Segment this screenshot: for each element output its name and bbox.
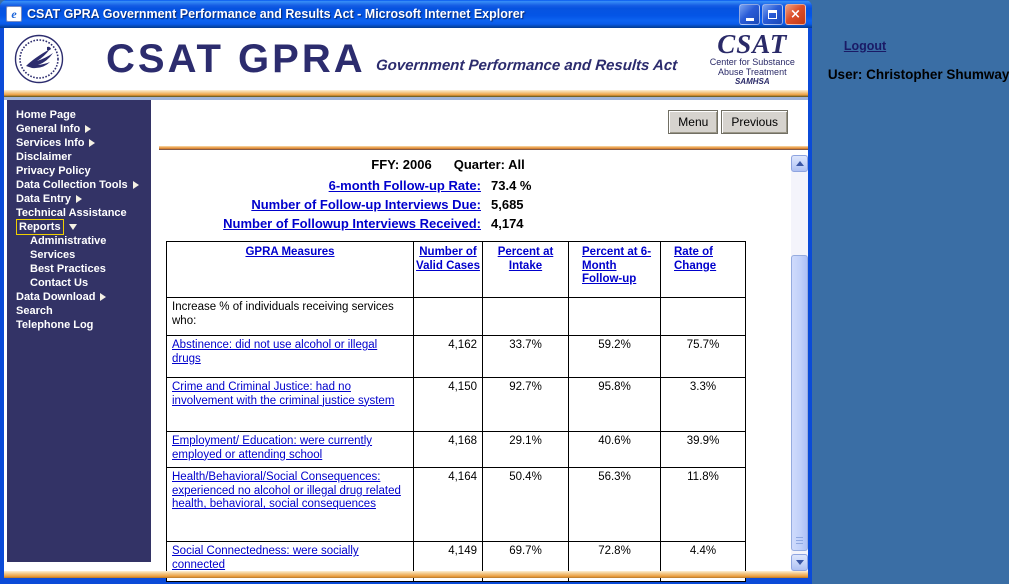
measure-link[interactable]: Crime and Criminal Justice: had no involvement with the criminal justice system (172, 381, 395, 407)
sidebar-item-telephone-log[interactable] (7, 318, 151, 332)
sidebar-item-home-page[interactable] (7, 108, 151, 122)
sidebar-item-label: Services Info (16, 137, 85, 149)
header-gold-divider (4, 90, 808, 97)
minimize-button[interactable] (739, 4, 760, 25)
window-controls (739, 4, 806, 25)
sidebar-item-label: Telephone Log (16, 319, 94, 331)
sidebar-item-label: Search (16, 305, 53, 317)
title-bar[interactable] (0, 0, 812, 28)
followup-cell: 95.8% (569, 378, 661, 432)
previous-button[interactable]: Previous (721, 110, 788, 134)
sidebar-item-label: Home Page (16, 109, 76, 121)
quarter-label: Quarter: All (453, 157, 525, 172)
sidebar-item-label: Administrative (30, 235, 107, 247)
sidebar-item-data-download[interactable] (7, 290, 151, 304)
sort-link[interactable]: Rate of Change (674, 246, 717, 272)
maximize-button[interactable] (762, 4, 783, 25)
interviews-due-link[interactable]: Number of Follow-up Interviews Due: (251, 197, 481, 212)
intake-cell: 33.7% (483, 336, 569, 378)
sidebar-item-label: Data Download (16, 291, 96, 303)
footer-gold-divider (4, 571, 808, 578)
logout-link[interactable]: Logout (843, 38, 887, 53)
scroll-up-button[interactable] (791, 155, 808, 172)
summary-stats (151, 178, 783, 235)
sidebar-item-label: Data Entry (16, 193, 72, 205)
internet-explorer-icon: e (6, 6, 22, 22)
followup-cell: 40.6% (569, 432, 661, 468)
sidebar-item-label: Best Practices (30, 263, 106, 275)
sidebar-item-services-info[interactable] (7, 136, 151, 150)
header-valid-cases (414, 242, 483, 298)
sort-link[interactable]: Percent at 6-Month Follow-up (582, 246, 652, 285)
sidebar-item-administrative[interactable] (7, 234, 151, 248)
report-frame (151, 150, 808, 571)
interviews-due-value: 5,685 (491, 197, 524, 212)
intake-cell: 29.1% (483, 432, 569, 468)
followup-cell: 72.8% (569, 542, 661, 582)
submenu-arrow-icon (76, 195, 82, 203)
sidebar-item-label: Reports (19, 221, 61, 233)
change-cell: 11.8% (661, 468, 746, 542)
current-user-label: User: Christopher Shumway (827, 66, 1009, 82)
csat-samhsa-logo (705, 31, 800, 87)
menu-button[interactable]: Menu (668, 110, 718, 134)
sidebar-item-disclaimer[interactable] (7, 150, 151, 164)
close-button[interactable] (785, 4, 806, 25)
interviews-received-link[interactable]: Number of Followup Interviews Received: (223, 216, 481, 231)
header-gpra-measures (167, 242, 414, 298)
brand-subtitle: Government Performance and Results Act (375, 57, 678, 74)
measure-link[interactable]: Abstinence: did not use alcohol or illegal drugs (172, 339, 378, 365)
sidebar-item-technical-assistance[interactable] (7, 206, 151, 220)
report-period-line (151, 157, 745, 172)
header-rate-of-change (661, 242, 746, 298)
maximize-icon (768, 10, 777, 19)
change-cell: 39.9% (661, 432, 746, 468)
sort-link[interactable]: GPRA Measures (245, 246, 335, 258)
brand-block (106, 39, 677, 79)
interviews-received-value: 4,174 (491, 216, 524, 231)
submenu-arrow-icon (85, 125, 91, 133)
app-header (4, 28, 1009, 90)
sidebar-item-label: Services (30, 249, 76, 261)
main-content (151, 100, 808, 571)
change-cell: 3.3% (661, 378, 746, 432)
followup-cell: 56.3% (569, 468, 661, 542)
valid-cases-cell: 4,150 (414, 378, 483, 432)
navigation-sidebar (7, 100, 151, 562)
sort-link[interactable]: Number of Valid Cases (416, 246, 480, 272)
session-block (828, 37, 1009, 82)
valid-cases-cell: 4,168 (414, 432, 483, 468)
valid-cases-cell: 4,149 (414, 542, 483, 582)
ffy-label: FFY: 2006 (371, 157, 432, 172)
close-icon: × (790, 6, 801, 22)
valid-cases-cell: 4,162 (414, 336, 483, 378)
followup-rate-value: 73.4 % (491, 178, 532, 193)
sidebar-item-privacy-policy[interactable] (7, 164, 151, 178)
stat-row-interviews-due (151, 197, 783, 216)
header-percent-followup (569, 242, 661, 298)
scroll-down-button[interactable] (791, 554, 808, 571)
intake-cell: 50.4% (483, 468, 569, 542)
submenu-arrow-icon (133, 181, 139, 189)
followup-rate-link[interactable]: 6-month Follow-up Rate: (328, 178, 481, 193)
intake-cell: 69.7% (483, 542, 569, 582)
sidebar-item-label: Technical Assistance (16, 207, 127, 219)
chevron-up-icon (796, 161, 804, 166)
app-body (4, 100, 808, 571)
measure-link[interactable]: Social Connectedness: were socially connected (172, 545, 359, 571)
sidebar-item-general-info[interactable] (7, 122, 151, 136)
sidebar-item-label: Contact Us (30, 277, 89, 289)
table-row-abstinence (167, 336, 746, 378)
csat-logo-word: CSAT (717, 29, 788, 59)
samhsa-label: SAMHSA (734, 77, 770, 86)
intake-cell: 92.7% (483, 378, 569, 432)
table-row-intro (167, 298, 746, 336)
sidebar-item-data-collection-tools[interactable] (7, 178, 151, 192)
sidebar-item-contact-us[interactable] (7, 276, 151, 290)
vertical-scrollbar[interactable] (791, 155, 808, 571)
sidebar-item-label: Disclaimer (16, 151, 72, 163)
sidebar-item-best-practices[interactable] (7, 262, 151, 276)
sidebar-item-label: General Info (16, 123, 81, 135)
header-percent-intake (483, 242, 569, 298)
report-body (151, 157, 783, 582)
sort-link[interactable]: Percent at Intake (497, 246, 554, 272)
table-header-row (167, 242, 746, 298)
valid-cases-cell: 4,164 (414, 468, 483, 542)
measure-link[interactable]: Employment/ Education: were currently employed or attending school (172, 435, 373, 461)
stat-row-followup-rate (151, 178, 783, 197)
sidebar-item-data-entry[interactable] (7, 192, 151, 206)
submenu-open-arrow-icon (69, 224, 77, 230)
csat-logo-line2: Abuse Treatment (718, 67, 787, 77)
scrollbar-thumb[interactable] (791, 255, 808, 551)
chevron-down-icon (796, 560, 804, 565)
measure-link[interactable]: Health/Behavioral/Social Consequences: experienced no alcohol or illegal drug related health, behavioral, social consequences (172, 471, 401, 510)
minimize-icon (746, 18, 754, 21)
sidebar-item-services[interactable] (7, 248, 151, 262)
table-row-employment (167, 432, 746, 468)
csat-logo-line1: Center for Substance (709, 57, 795, 67)
window-title: CSAT GPRA Government Performance and Results Act - Microsoft Internet Explorer (27, 7, 525, 21)
hhs-logo-icon (14, 34, 64, 84)
table-row-crime (167, 378, 746, 432)
sidebar-item-reports[interactable] (7, 220, 151, 234)
submenu-arrow-icon (100, 293, 106, 301)
stat-row-interviews-received (151, 216, 783, 235)
intro-text: Increase % of individuals receiving services who: (167, 298, 414, 336)
followup-cell: 59.2% (569, 336, 661, 378)
table-row-health (167, 468, 746, 542)
selected-item-highlight (16, 219, 64, 235)
change-cell: 75.7% (661, 336, 746, 378)
gpra-report-table (166, 241, 746, 582)
sidebar-item-search[interactable] (7, 304, 151, 318)
submenu-arrow-icon (89, 139, 95, 147)
change-cell: 4.4% (661, 542, 746, 582)
sidebar-item-label: Privacy Policy (16, 165, 91, 177)
sidebar-item-label: Data Collection Tools (16, 179, 128, 191)
brand-title: CSAT GPRA (106, 37, 366, 81)
browser-viewport (4, 28, 1009, 578)
page-toolbar (668, 110, 788, 134)
